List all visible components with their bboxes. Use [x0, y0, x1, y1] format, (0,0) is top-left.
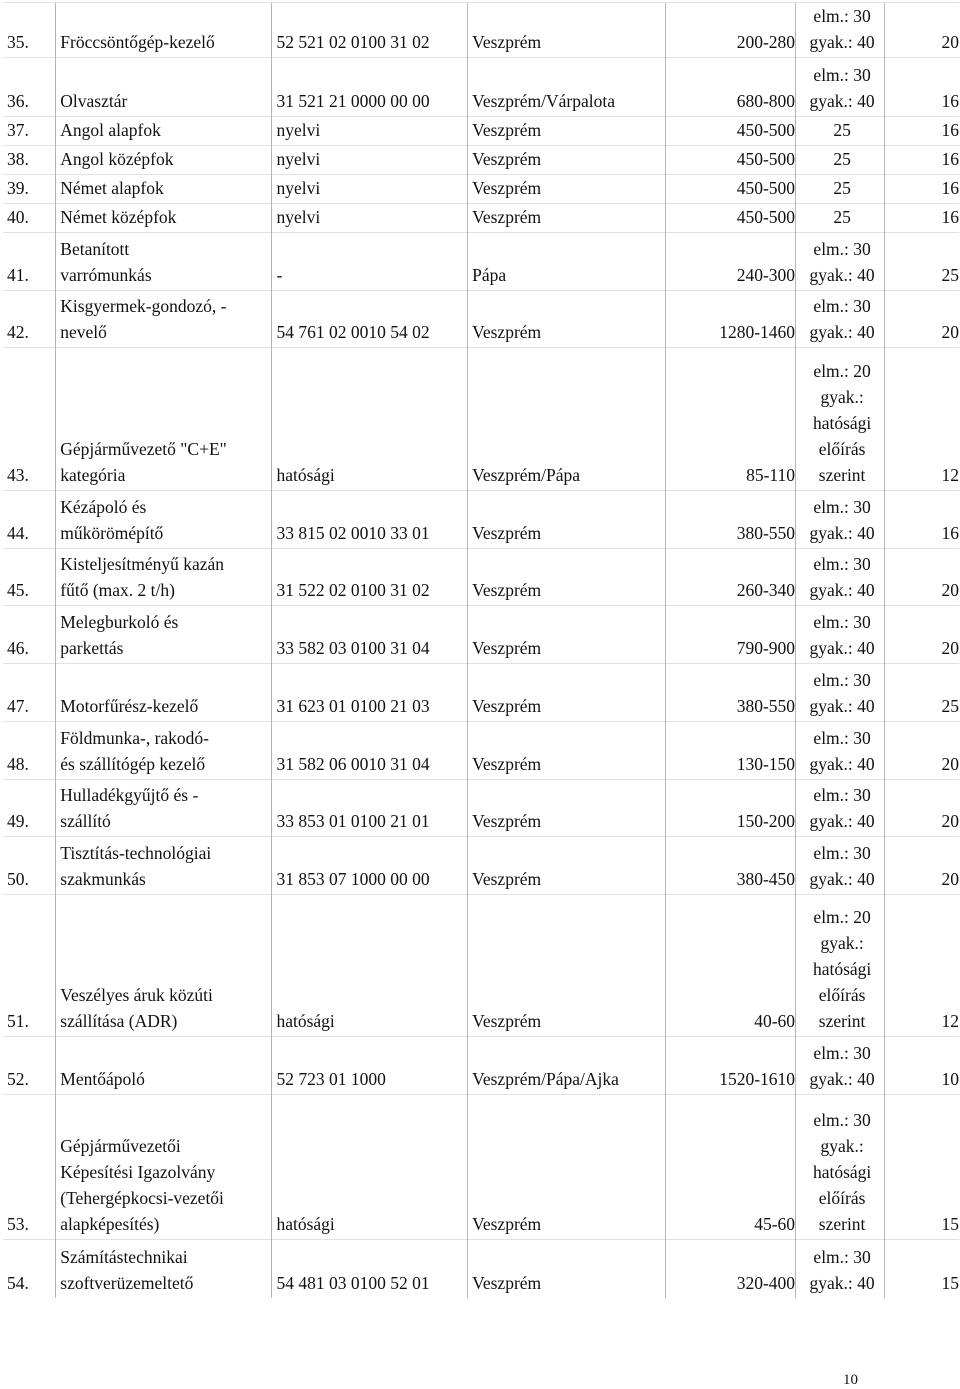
course-location: Pápa — [468, 233, 666, 291]
row-number: 43. — [3, 348, 56, 491]
course-group-size: 20 — [885, 3, 959, 58]
row-number: 37. — [3, 117, 56, 146]
course-hours-split: elm.: 30 gyak.: 40 — [796, 1037, 885, 1095]
course-location: Veszprém — [468, 175, 666, 204]
course-code: 52 521 02 0100 31 02 — [272, 3, 468, 58]
table-row — [3, 664, 959, 722]
course-code: hatósági — [272, 348, 468, 491]
course-location: Veszprém — [468, 491, 666, 549]
row-number: 48. — [3, 722, 56, 780]
course-name: Melegburkoló és parkettás — [56, 606, 272, 664]
course-table-body — [3, 3, 959, 1298]
course-hours: 150-200 — [665, 780, 795, 837]
course-location: Veszprém — [468, 606, 666, 664]
course-group-size: 16 — [885, 146, 959, 175]
course-group-size: 10 — [885, 1037, 959, 1095]
row-number: 51. — [3, 895, 56, 1037]
course-hours-split: elm.: 30 gyak.: 40 — [796, 837, 885, 895]
course-name: Angol középfok — [56, 146, 272, 175]
course-code: 33 853 01 0100 21 01 — [272, 780, 468, 837]
course-code: hatósági — [272, 895, 468, 1037]
course-hours-split: elm.: 30 gyak.: 40 — [796, 1240, 885, 1298]
course-hours-split: elm.: 30 gyak.: 40 — [796, 722, 885, 780]
course-code: 52 723 01 1000 — [272, 1037, 468, 1095]
course-location: Veszprém — [468, 837, 666, 895]
course-name: Kisgyermek-gondozó, - nevelő — [56, 291, 272, 348]
course-group-size: 16 — [885, 117, 959, 146]
course-group-size: 20 — [885, 837, 959, 895]
course-name: Német alapfok — [56, 175, 272, 204]
course-code: - — [272, 233, 468, 291]
course-hours-split: elm.: 30 gyak.: 40 — [796, 549, 885, 606]
course-group-size: 15 — [885, 1095, 959, 1240]
course-code: nyelvi — [272, 146, 468, 175]
course-name: Számítástechnikai szoftverüzemeltető — [56, 1240, 272, 1298]
row-number: 40. — [3, 204, 56, 233]
course-location: Veszprém — [468, 664, 666, 722]
table-row — [3, 348, 959, 491]
course-code: nyelvi — [272, 175, 468, 204]
table-row — [3, 58, 959, 117]
course-hours: 260-340 — [665, 549, 795, 606]
course-location: Veszprém — [468, 204, 666, 233]
course-location: Veszprém — [468, 780, 666, 837]
course-hours: 40-60 — [665, 895, 795, 1037]
course-hours: 450-500 — [665, 117, 795, 146]
course-location: Veszprém — [468, 549, 666, 606]
course-name: Veszélyes áruk közúti szállítása (ADR) — [56, 895, 272, 1037]
course-code: 31 623 01 0100 21 03 — [272, 664, 468, 722]
table-row — [3, 3, 959, 58]
row-number: 53. — [3, 1095, 56, 1240]
course-hours: 380-450 — [665, 837, 795, 895]
course-location: Veszprém — [468, 3, 666, 58]
course-group-size: 16 — [885, 58, 959, 117]
course-hours-split: 25 — [796, 204, 885, 233]
course-hours-split: elm.: 30 gyak.: 40 — [796, 233, 885, 291]
course-hours: 200-280 — [665, 3, 795, 58]
course-location: Veszprém — [468, 895, 666, 1037]
course-name: Tisztítás-technológiai szakmunkás — [56, 837, 272, 895]
row-number: 42. — [3, 291, 56, 348]
course-group-size: 16 — [885, 175, 959, 204]
course-hours: 380-550 — [665, 491, 795, 549]
course-hours-split: 25 — [796, 175, 885, 204]
course-table — [3, 2, 959, 1298]
course-code: 33 582 03 0100 31 04 — [272, 606, 468, 664]
course-hours-split: 25 — [796, 117, 885, 146]
course-hours: 320-400 — [665, 1240, 795, 1298]
course-hours-split: elm.: 20 gyak.: hatósági előírás szerint — [796, 348, 885, 491]
table-row — [3, 722, 959, 780]
course-code: nyelvi — [272, 117, 468, 146]
table-row — [3, 1095, 959, 1240]
row-number: 54. — [3, 1240, 56, 1298]
course-group-size: 20 — [885, 549, 959, 606]
course-code: 31 582 06 0010 31 04 — [272, 722, 468, 780]
table-row — [3, 146, 959, 175]
course-name: Gépjárművezetői Képesítési Igazolvány (Tehergépkocsi-vezetői alapképesítés) — [56, 1095, 272, 1240]
course-hours: 450-500 — [665, 175, 795, 204]
table-row — [3, 291, 959, 348]
course-location: Veszprém/Várpalota — [468, 58, 666, 117]
course-hours: 130-150 — [665, 722, 795, 780]
course-code: 33 815 02 0010 33 01 — [272, 491, 468, 549]
course-location: Veszprém — [468, 117, 666, 146]
table-row — [3, 1240, 959, 1298]
row-number: 38. — [3, 146, 56, 175]
course-name: Német középfok — [56, 204, 272, 233]
table-row — [3, 895, 959, 1037]
course-code: 31 522 02 0100 31 02 — [272, 549, 468, 606]
row-number: 35. — [3, 3, 56, 58]
course-hours: 790-900 — [665, 606, 795, 664]
course-hours-split: elm.: 30 gyak.: 40 — [796, 58, 885, 117]
page-number: 10 — [843, 1372, 858, 1388]
course-location: Veszprém — [468, 722, 666, 780]
course-location: Veszprém/Pápa — [468, 348, 666, 491]
row-number: 41. — [3, 233, 56, 291]
row-number: 52. — [3, 1037, 56, 1095]
course-location: Veszprém — [468, 291, 666, 348]
course-hours-split: elm.: 30 gyak.: 40 — [796, 491, 885, 549]
table-row — [3, 549, 959, 606]
course-group-size: 15 — [885, 1240, 959, 1298]
table-row — [3, 606, 959, 664]
course-name: Olvasztár — [56, 58, 272, 117]
course-name: Kisteljesítményű kazán fűtő (max. 2 t/h) — [56, 549, 272, 606]
course-code: nyelvi — [272, 204, 468, 233]
course-name: Gépjárművezető "C+E" kategória — [56, 348, 272, 491]
course-name: Betanított varrómunkás — [56, 233, 272, 291]
row-number: 49. — [3, 780, 56, 837]
course-hours-split: 25 — [796, 146, 885, 175]
course-group-size: 12 — [885, 348, 959, 491]
table-row — [3, 1037, 959, 1095]
course-group-size: 20 — [885, 780, 959, 837]
course-hours-split: elm.: 30 gyak.: 40 — [796, 291, 885, 348]
table-row — [3, 117, 959, 146]
course-hours-split: elm.: 30 gyak.: hatósági előírás szerint — [796, 1095, 885, 1240]
course-name: Motorfűrész-kezelő — [56, 664, 272, 722]
course-group-size: 16 — [885, 204, 959, 233]
course-name: Fröccsöntőgép-kezelő — [56, 3, 272, 58]
course-name: Angol alapfok — [56, 117, 272, 146]
course-group-size: 25 — [885, 233, 959, 291]
row-number: 36. — [3, 58, 56, 117]
course-hours: 85-110 — [665, 348, 795, 491]
course-hours: 1280-1460 — [665, 291, 795, 348]
course-code: 54 761 02 0010 54 02 — [272, 291, 468, 348]
course-name: Hulladékgyűjtő és - szállító — [56, 780, 272, 837]
table-row — [3, 175, 959, 204]
course-hours-split: elm.: 30 gyak.: 40 — [796, 3, 885, 58]
course-hours-split: elm.: 30 gyak.: 40 — [796, 780, 885, 837]
row-number: 46. — [3, 606, 56, 664]
course-name: Kézápoló és műkörömépítő — [56, 491, 272, 549]
course-hours-split: elm.: 30 gyak.: 40 — [796, 606, 885, 664]
course-hours-split: elm.: 20 gyak.: hatósági előírás szerint — [796, 895, 885, 1037]
course-group-size: 16 — [885, 491, 959, 549]
course-hours: 680-800 — [665, 58, 795, 117]
course-location: Veszprém — [468, 1240, 666, 1298]
course-code: 31 853 07 1000 00 00 — [272, 837, 468, 895]
course-group-size: 20 — [885, 722, 959, 780]
row-number: 47. — [3, 664, 56, 722]
course-group-size: 20 — [885, 606, 959, 664]
course-group-size: 20 — [885, 291, 959, 348]
course-group-size: 12 — [885, 895, 959, 1037]
course-hours: 450-500 — [665, 146, 795, 175]
table-row — [3, 837, 959, 895]
table-row — [3, 233, 959, 291]
course-hours: 450-500 — [665, 204, 795, 233]
course-code: 31 521 21 0000 00 00 — [272, 58, 468, 117]
course-group-size: 25 — [885, 664, 959, 722]
course-hours-split: elm.: 30 gyak.: 40 — [796, 664, 885, 722]
row-number: 44. — [3, 491, 56, 549]
course-location: Veszprém — [468, 1095, 666, 1240]
course-hours: 380-550 — [665, 664, 795, 722]
course-hours: 240-300 — [665, 233, 795, 291]
course-name: Földmunka-, rakodó- és szállítógép kezelő — [56, 722, 272, 780]
course-code: 54 481 03 0100 52 01 — [272, 1240, 468, 1298]
course-name: Mentőápoló — [56, 1037, 272, 1095]
row-number: 50. — [3, 837, 56, 895]
table-row — [3, 204, 959, 233]
course-hours: 1520-1610 — [665, 1037, 795, 1095]
table-row — [3, 491, 959, 549]
course-code: hatósági — [272, 1095, 468, 1240]
row-number: 39. — [3, 175, 56, 204]
course-location: Veszprém/Pápa/Ajka — [468, 1037, 666, 1095]
table-row — [3, 780, 959, 837]
course-hours: 45-60 — [665, 1095, 795, 1240]
course-location: Veszprém — [468, 146, 666, 175]
row-number: 45. — [3, 549, 56, 606]
